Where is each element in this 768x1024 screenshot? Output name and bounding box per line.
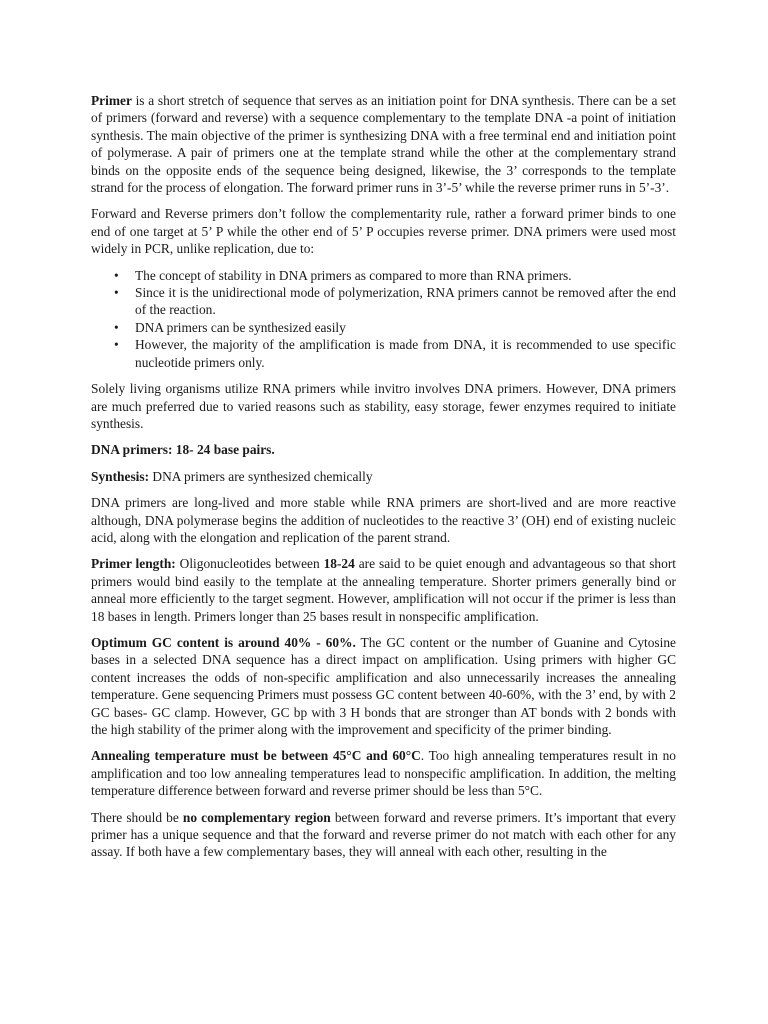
paragraph-text: DNA primers are synthesized chemically bbox=[149, 468, 373, 484]
paragraph-text: Oligonucleotides between bbox=[175, 556, 324, 572]
list-item: • DNA primers can be synthesized easily bbox=[135, 319, 676, 336]
term-synthesis: Synthesis: bbox=[91, 468, 150, 484]
paragraph-text: between forward and reverse primers. It’s important that every primer has a unique sequence and that the forward and reverse primer do not match with each other for any assay. If both have a few complementary bases, they will anneal with each other, resulting in the bbox=[91, 809, 676, 860]
paragraph-primer-length bbox=[91, 555, 676, 625]
term-range: 18-24 bbox=[323, 556, 355, 572]
paragraph-complementary-region bbox=[91, 809, 676, 861]
heading-dna-primers-length: DNA primers: 18- 24 base pairs. bbox=[91, 442, 275, 458]
term-gc-content: Optimum GC content is around 40% - 60%. bbox=[91, 634, 356, 650]
document-page bbox=[91, 92, 676, 870]
reasons-list bbox=[91, 267, 676, 371]
paragraph-gc-content bbox=[91, 634, 676, 738]
paragraph-primer-definition bbox=[91, 92, 676, 196]
paragraph-text: The GC content or the number of Guanine and Cytosine bases in a selected DNA sequence has a direct impact on amplification. Using primers with higher GC content increases the odds of non-specific amplification and also unnecessarily increases the annealing temperature. Gene sequencing Primers must possess GC content between 40-60%, with the 3’ end, by with 2 GC bases- GC clamp. However, GC bp with 3 H bonds that are stronger than AT bonds with 2 bonds with the high stability of the primer along with the improvement and specificity of the primer binding. bbox=[91, 634, 676, 737]
paragraph-rna-vs-dna: Solely living organisms utilize RNA primers while invitro involves DNA primers. However, DNA primers are much preferred due to varied reasons such as stability, easy storage, fewer enzymes required to initiate synthesis. bbox=[91, 381, 676, 431]
list-item: • The concept of stability in DNA primers as compared to more than RNA primers. bbox=[135, 267, 676, 284]
list-item: • Since it is the unidirectional mode of polymerization, RNA primers cannot be removed after the end of the reaction. bbox=[135, 284, 676, 319]
term-primer-length: Primer length: bbox=[91, 556, 176, 572]
paragraph-forward-reverse: Forward and Reverse primers don’t follow the complementarity rule, rather a forward primer binds to one end of one target at 5’ P while the other end of 5’ P occupies reverse primer. DNA primers were used most widely in PCR, unlike replication, due to: bbox=[91, 206, 676, 257]
term-complementary-region: no complementary region bbox=[182, 809, 331, 825]
paragraph-text: There should be bbox=[91, 809, 183, 825]
paragraph-text: . Too high annealing temperatures result in no amplification and too low annealing temperatures lead to nonspecific amplification. In addition, the melting temperature difference between forward and reverse primer should be less than 5°C. bbox=[91, 748, 676, 799]
paragraph-synthesis bbox=[91, 468, 676, 485]
list-item: • However, the majority of the amplification is made from DNA, it is recommended to use specific nucleotide primers only. bbox=[135, 336, 676, 371]
term-annealing-temperature: Annealing temperature must be between 45°C and 60°C bbox=[91, 748, 421, 764]
paragraph-annealing-temperature bbox=[91, 747, 676, 799]
paragraph-stability: DNA primers are long-lived and more stable while RNA primers are short-lived and are more reactive although, DNA polymerase begins the addition of nucleotides to the reactive 3’ (OH) end of existing nucleic acid, along with the elongation and replication of the parent strand. bbox=[91, 495, 676, 545]
paragraph-text: are said to be quiet enough and advantageous so that short primers would bind easily to the template at the annealing temperature. Shorter primers generally bind or anneal more efficiently to the target segment. However, amplification will not occur if the primer is less than 18 bases in length. Primers longer than 25 bases result in nonspecific amplification. bbox=[91, 556, 677, 624]
paragraph-text: is a short stretch of sequence that serves as an initiation point for DNA synthesis. There can be a set of primers (forward and reverse) with a sequence complementary to the template DNA -a point of initiation synthesis. The main objective of the primer is synthesizing DNA with a free terminal end and initiation point of polymerase. A pair of primers one at the template strand while the other at the complementary strand binds on the opposite ends of the sequence being designed, likewise, the 3’ corresponds to the template strand for the process of elongation. The forward primer runs in 3’-5’ while the reverse primer runs in 5’-3’. bbox=[91, 93, 676, 196]
term-primer: Primer bbox=[91, 93, 132, 108]
